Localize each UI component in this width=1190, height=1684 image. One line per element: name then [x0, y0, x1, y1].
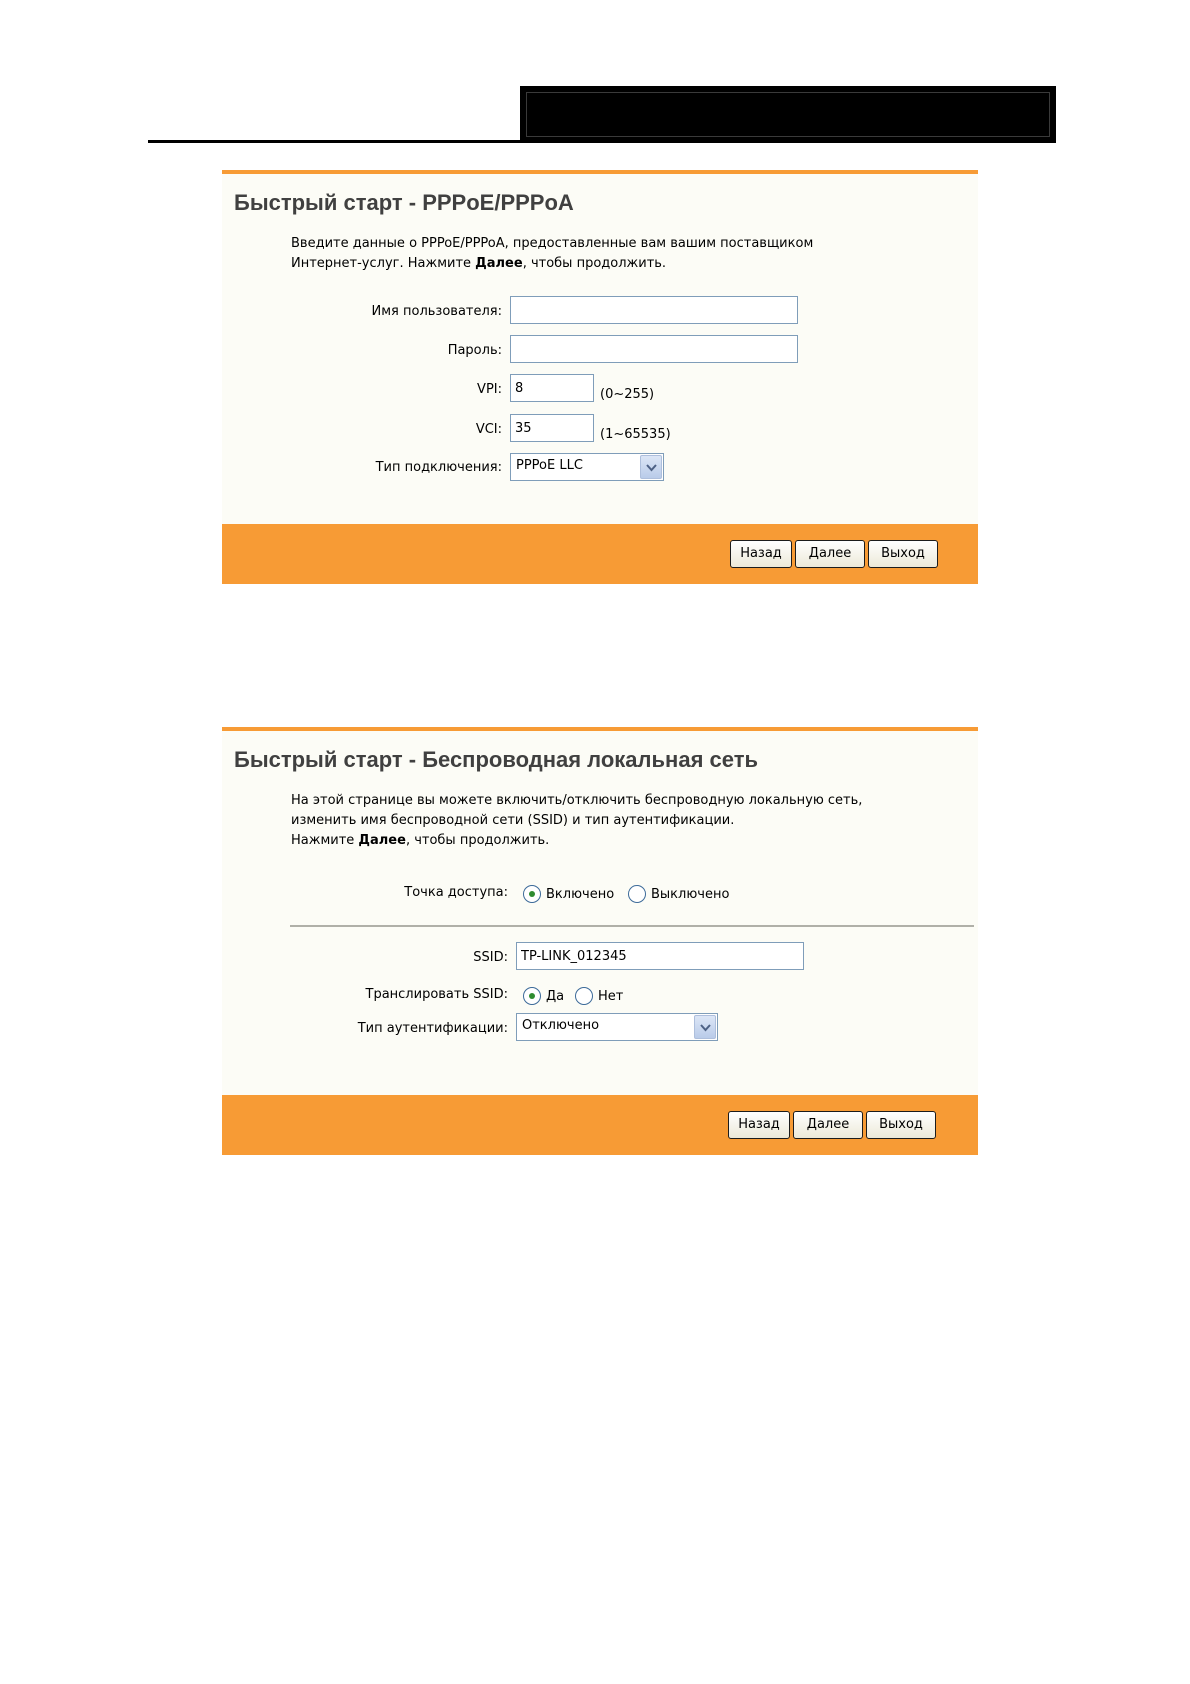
broadcast-no-label: Нет	[598, 989, 624, 1004]
wlan-desc-line2: изменить имя беспроводной сети (SSID) и тип аутентификации.	[291, 813, 735, 828]
broadcast-no-radio[interactable]	[575, 987, 593, 1005]
pppoe-exit-button[interactable]: Выход	[868, 540, 938, 568]
wlan-desc-line1: На этой странице вы можете включить/отключить беспроводную локальную сеть,	[291, 793, 863, 808]
wlan-panel	[222, 727, 978, 1151]
pppoe-desc-line2	[291, 254, 813, 274]
wlan-button-bar	[222, 1095, 978, 1155]
pppoe-next-button[interactable]: Далее	[795, 540, 865, 568]
wlan-desc-prefix: Нажмите	[291, 833, 359, 848]
ap-off-radio[interactable]	[628, 885, 646, 903]
password-input[interactable]	[510, 335, 798, 363]
username-input[interactable]	[510, 296, 798, 324]
pppoe-back-button[interactable]: Назад	[730, 540, 792, 568]
pppoe-desc-prefix: Интернет-услуг. Нажмите	[291, 256, 476, 271]
ap-label: Точка доступа:	[404, 885, 508, 900]
conn-type-value: PPPoE LLC	[516, 458, 583, 473]
pppoe-desc-bold: Далее	[475, 256, 523, 271]
ap-on-label: Включено	[546, 887, 615, 902]
password-label: Пароль:	[447, 343, 502, 358]
wlan-back-button[interactable]: Назад	[728, 1111, 790, 1139]
username-label: Имя пользователя:	[371, 304, 502, 319]
pppoe-desc-line1: Введите данные о PPPoE/PPPoA, предоставленные вам вашим поставщиком	[291, 236, 814, 251]
pppoe-title: Быстрый старт - PPPoE/PPPoA	[234, 190, 574, 215]
wlan-next-button[interactable]: Далее	[793, 1111, 863, 1139]
conn-type-select[interactable]	[510, 453, 664, 481]
wlan-exit-button[interactable]: Выход	[866, 1111, 936, 1139]
broadcast-yes-radio[interactable]	[523, 987, 541, 1005]
ssid-label: SSID:	[473, 950, 508, 965]
wlan-description	[291, 791, 862, 851]
auth-type-value: Отключено	[522, 1018, 600, 1033]
vpi-input[interactable]	[510, 374, 594, 402]
pppoe-desc-suffix: , чтобы продолжить.	[522, 256, 667, 271]
chevron-down-icon[interactable]	[694, 1015, 716, 1039]
conn-type-label: Тип подключения:	[375, 460, 502, 475]
section-divider	[290, 925, 974, 927]
auth-type-label: Тип аутентификации:	[357, 1021, 508, 1036]
vpi-hint: (0~255)	[600, 387, 655, 402]
vci-label: VCI:	[475, 422, 502, 437]
ssid-input[interactable]	[516, 942, 804, 970]
pppoe-button-bar	[222, 524, 978, 584]
vci-input[interactable]	[510, 414, 594, 442]
wlan-title: Быстрый старт - Беспроводная локальная сеть	[234, 747, 758, 772]
header-black-box	[520, 86, 1056, 143]
ap-on-radio[interactable]	[523, 885, 541, 903]
wlan-desc-suffix: , чтобы продолжить.	[405, 833, 550, 848]
vci-hint: (1~65535)	[600, 427, 671, 442]
pppoe-description	[291, 234, 813, 274]
pppoe-panel	[222, 170, 978, 584]
auth-type-select[interactable]	[516, 1013, 718, 1041]
vpi-label: VPI:	[477, 382, 502, 397]
ap-off-label: Выключено	[651, 887, 730, 902]
wlan-desc-line3	[291, 831, 862, 851]
wlan-desc-bold: Далее	[358, 833, 406, 848]
chevron-down-icon[interactable]	[640, 455, 662, 479]
broadcast-yes-label: Да	[546, 989, 565, 1004]
header-black-box-border	[526, 92, 1050, 137]
broadcast-ssid-label: Транслировать SSID:	[365, 987, 508, 1002]
